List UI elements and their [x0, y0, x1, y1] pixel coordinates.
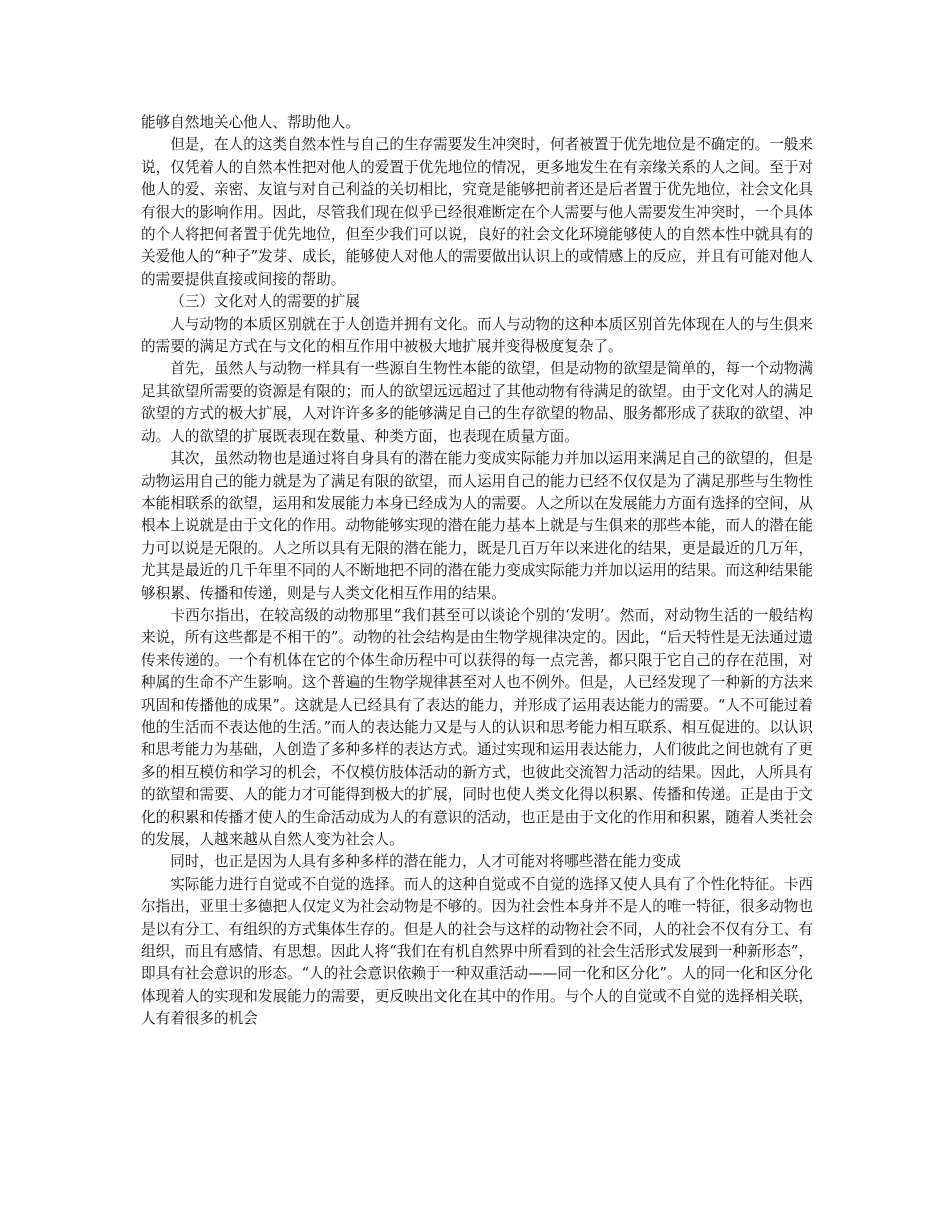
paragraph: 人与动物的本质区别就在于人创造并拥有文化。而人与动物的这种本质区别首先体现在人的与生俱来的需要的满足方式在与文化的相互作用中被极大地扩展并变得极度复杂了。: [141, 315, 813, 356]
paragraph: 同时，也正是因为人具有多种多样的潜在能力，人才可能对将哪些潜在能力变成: [170, 853, 681, 871]
paragraph: 实际能力进行自觉或不自觉的选择。而人的这种自觉或不自觉的选择又使人具有了个性化特征。卡西尔指出，亚里士多德把人仅定义为社会动物是不够的。因为社会性本身并不是人的唯一特征，很多动物也是以有分工、有组织的方式集体生存的。但是人的社会与这样的动物社会不同，人的社会不仅有分工、有组织，而且有感情、有思想。因此人将“我们在有机自然界中所看到的社会生活形式发展到一种新形态”，即具有社会意识的形态。“人的社会意识依赖于一种双重活动——同一化和区分化”。人的同一化和区分化体现着人的实现和发展能力的需要，更反映出文化在其中的作用。与个人的自觉或不自觉的选择相关联，人有着很多的机会: [141, 875, 813, 1028]
section-heading: （三）文化对人的需要的扩展: [170, 293, 360, 311]
document-page: [141, 112, 813, 1031]
paragraph: 首先，虽然人与动物一样具有一些源自生物性本能的欲望，但是动物的欲望是简单的，每一个动物满足其欲望所需要的资源是有限的；而人的欲望远远超过了其他动物有待满足的欲望。由于文化对人的满足欲望的方式的极大扩展，人对许许多多的能够满足自己的生存欲望的物品、服务都形成了获取的欲望、冲动。人的欲望的扩展既表现在数量、种类方面，也表现在质量方面。: [141, 360, 813, 445]
paragraph: 能够自然地关心他人、帮助他人。: [141, 114, 360, 131]
paragraph: 其次，虽然动物也是通过将自身具有的潜在能力变成实际能力并加以运用来满足自己的欲望的，但是动物运用自己的能力就是为了满足有限的欲望，而人运用自己的能力已经不仅仅是为了满足那些与生物性本能相联系的欲望，运用和发展能力本身已经成为人的需要。人之所以在发展能力方面有选择的空间，从根本上说就是由于文化的作用。动物能够实现的潜在能力基本上就是与生俱来的那些本能，而人的潜在能力可以说是无限的。人之所以具有无限的潜在能力，既是几百万年以来进化的结果，更是最近的几万年，尤其是最近的几千年里不同的人不断地把不同的潜在能力变成实际能力并加以运用的结果。而这种结果能够积累、传播和传递，则是与人类文化相互作用的结果。: [141, 450, 813, 602]
paragraph: 卡西尔指出，在较高级的动物那里“我们甚至可以谈论个别的‘发明’。然而，对动物生活的一般结构来说，所有这些都是不相干的”。动物的社会结构是由生物学规律决定的。因此，“后天特性是无法通过遗传来传递的。一个有机体在它的个体生命历程中可以获得的每一点完善，都只限于它自己的存在范围，对种属的生命不产生影响。这个普遍的生物学规律甚至对人也不例外。但是，人已经发现了一种新的方法来巩固和传播他的成果”。这就是人已经具有了表达的能力，并形成了运用表达能力的需要。“人不可能过着他的生活而不表达他的生活。”而人的表达能力又是与人的认识和思考能力相互联系、相互促进的。以认识和思考能力为基础，人创造了多种多样的表达方式。通过实现和运用表达能力，人们彼此之间也就有了更多的相互模仿和学习的机会，不仅模仿肢体活动的新方式，也彼此交流智力活动的结果。因此，人所具有的欲望和需要、人的能力才可能得到极大的扩展，同时也使人类文化得以积累、传播和传递。正是由于文化的积累和传播才使人的生命活动成为人的有意识的活动，也正是由于文化的作用和积累，随着人类社会的发展，人越来越从自然人变为社会人。: [141, 606, 813, 848]
paragraph: 但是，在人的这类自然本性与自己的生存需要发生冲突时，何者被置于优先地位是不确定的。一般来说，仅凭着人的自然本性把对他人的爱置于优先地位的情况，更多地发生在有亲缘关系的人之间。至于对他人的爱、亲密、友谊与对自己利益的关切相比，究竟是能够把前者还是后者置于优先地位，社会文化具有很大的影响作用。因此，尽管我们现在似乎已经很难断定在个人需要与他人需要发生冲突时，一个具体的个人将把何者置于优先地位，但至少我们可以说，良好的社会文化环境能够使人的自然本性中就具有的关爱他人的“种子”发芽、成长，能够使人对他人的需要做出认识上的或情感上的反应，并且有可能对他人的需要提供直接或间接的帮助。: [141, 136, 813, 288]
